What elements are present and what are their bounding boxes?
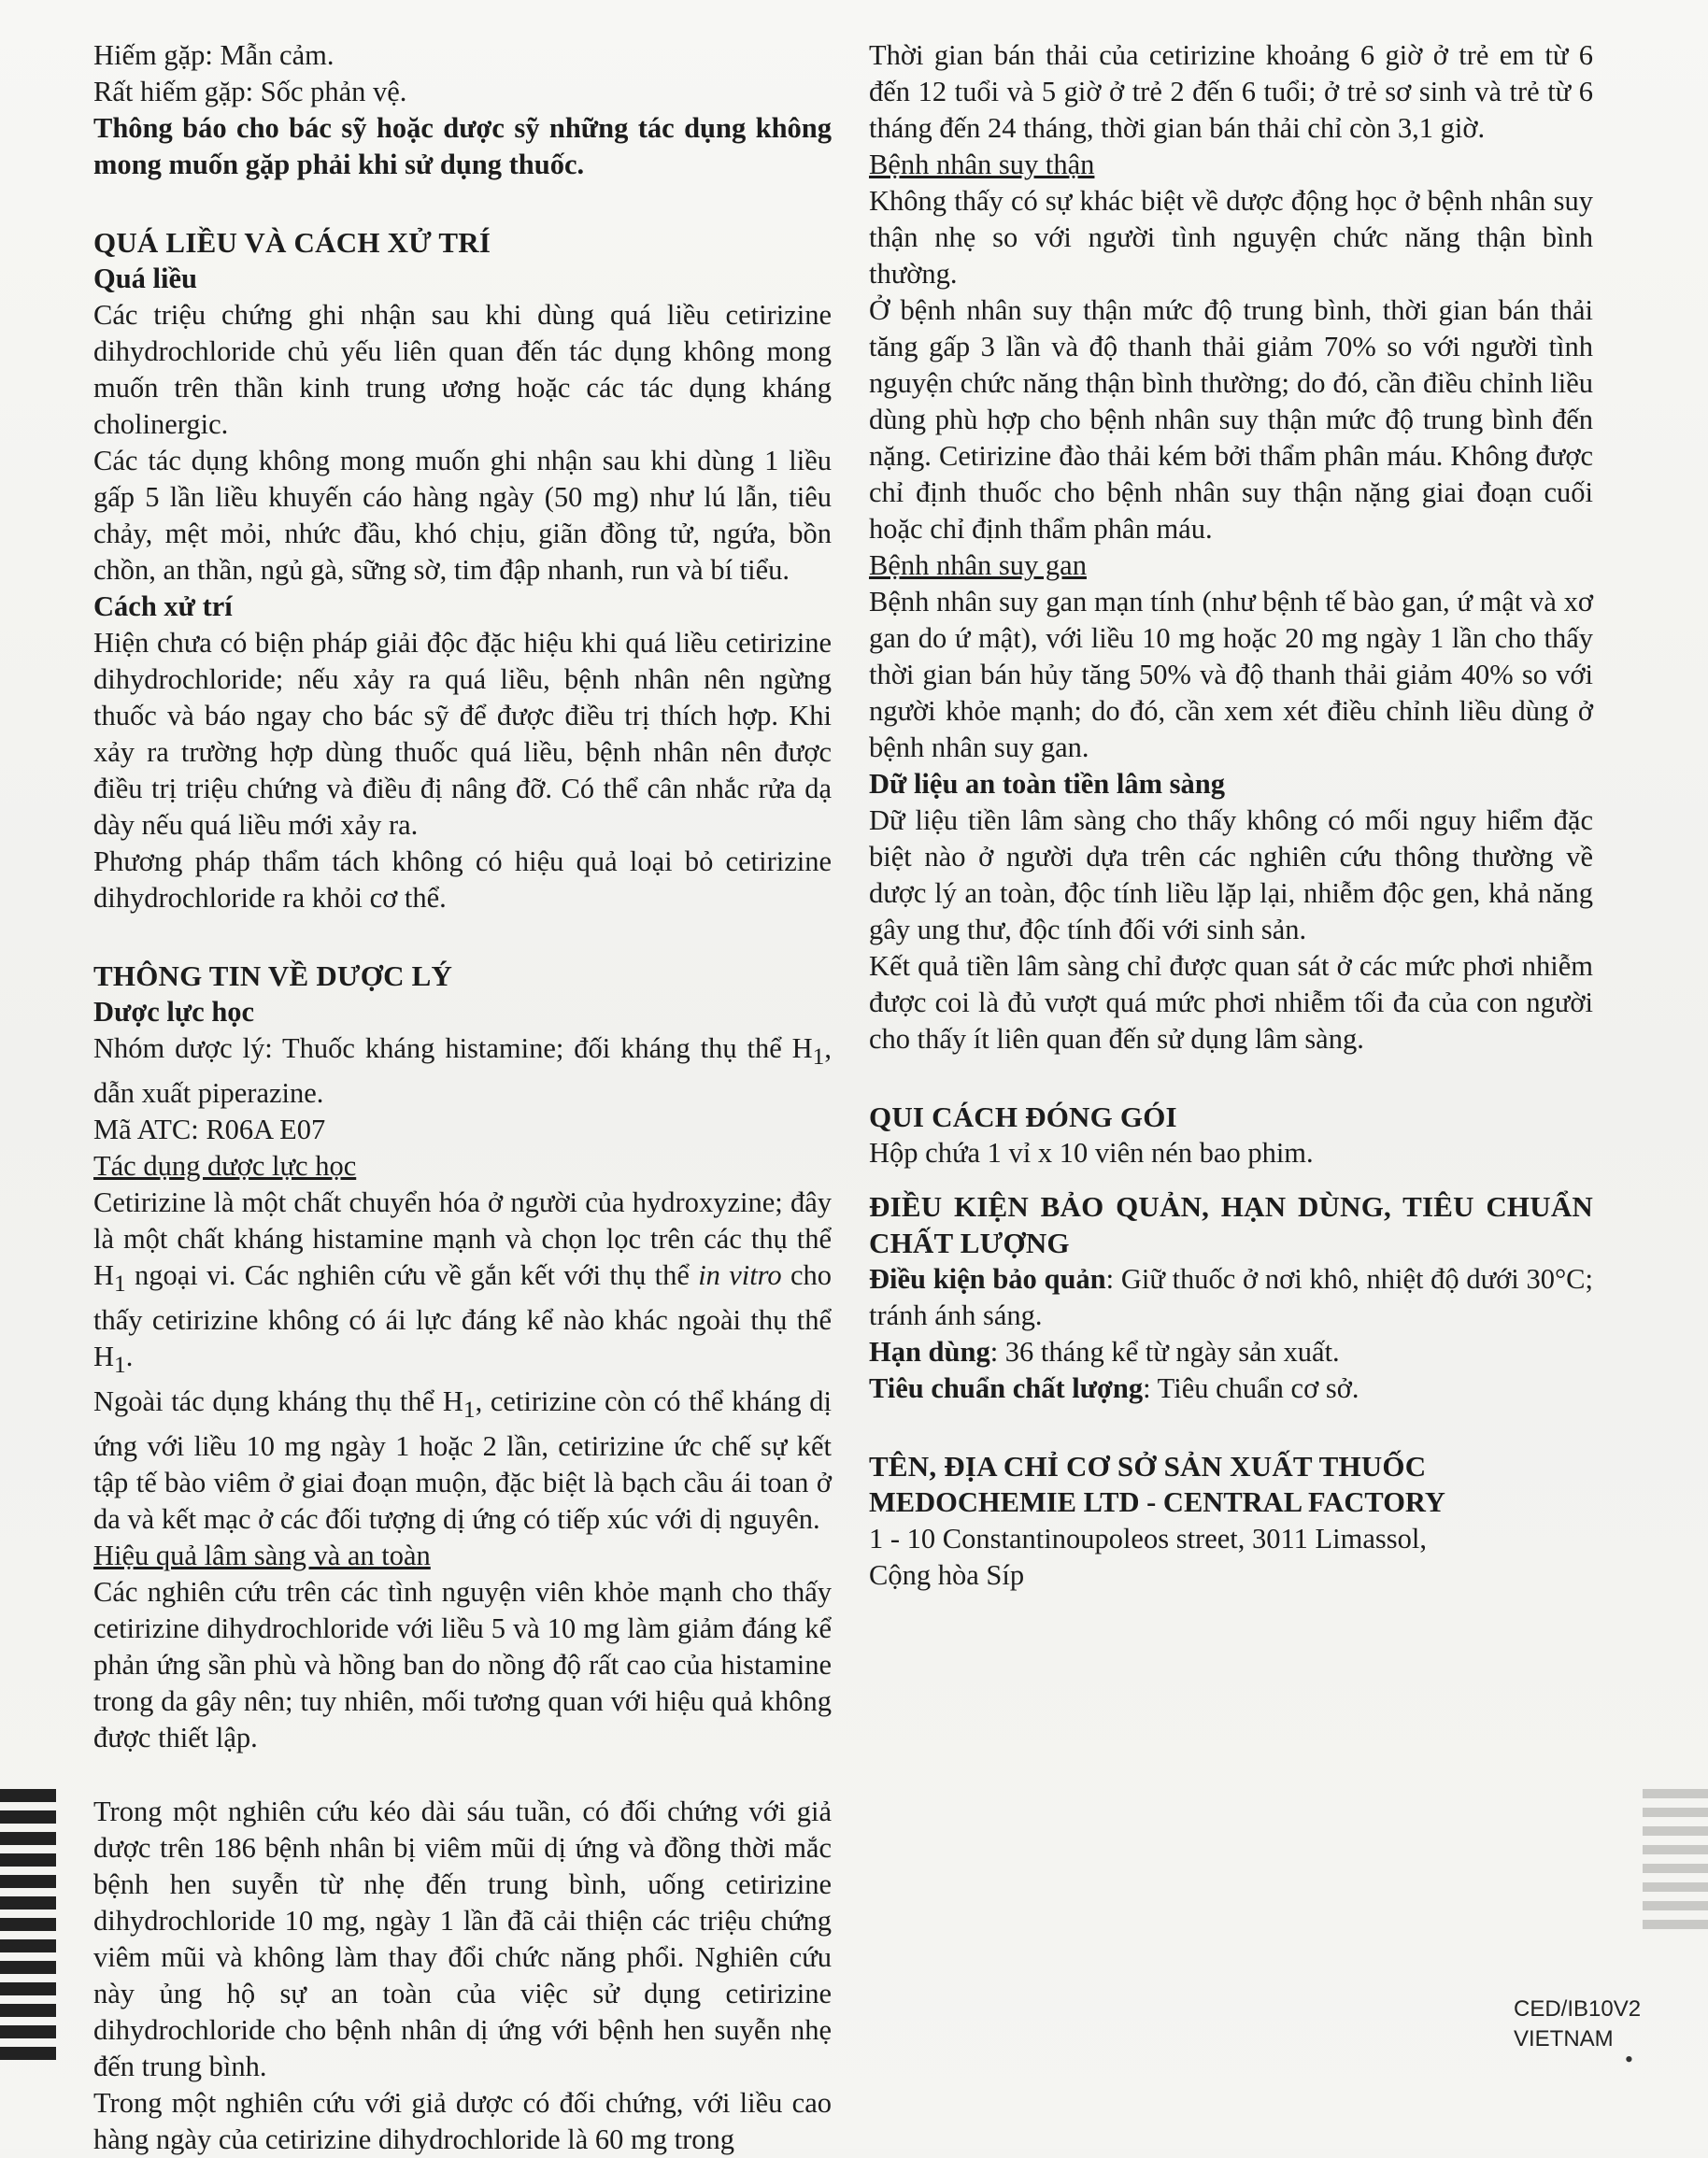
clinical-para-3: Trong một nghiên cứu với giả dược có đối chứng, với liều cao hàng ngày của cetirizine dihydrochloride là 60 mg trong <box>93 2087 832 2156</box>
clinical-subheading: Hiệu quả lâm sàng và an toàn <box>93 1540 431 1572</box>
clinical-para-2: Trong một nghiên cứu kéo dài sáu tuần, có đối chứng với giả dược trên 186 bệnh nhân bị viêm mũi dị ứng và đồng thời mắc bệnh hen suyễn từ nhẹ đến trung bình, uống cetirizine dihydrochloride 10 mg, ngày 1 lần đã cải thiện các triệu chứng viêm mũi và không làm thay đổi chức năng phổi. Nghiên cứu này ủng hộ sự an toàn của việc sử dụng cetirizine dihydrochloride cho bệnh nhân dị ứng với bệnh hen suyễn nhẹ đến trung bình. <box>93 1796 832 2083</box>
document-country: VIETNAM <box>1514 2026 1614 2052</box>
manufacturer-address-line-2: Cộng hòa Síp <box>869 1559 1025 1591</box>
document-code-block <box>1514 1995 1641 2054</box>
hepatic-para: Bệnh nhân suy gan mạn tính (như bệnh tế bào gan, ứ mật và xơ gan do ứ mật), với liều 10 mg hoặc 20 mg ngày 1 lần cho thấy thời gian bán hủy tăng 50% và độ thanh thải giảm 40% so với người khỏe mạnh; do đó, cần xem xét điều chỉnh liều dùng ở bệnh nhân suy gan. <box>869 586 1593 763</box>
side-effect-very-rare: Rất hiếm gặp: Sốc phản vệ. <box>93 76 407 107</box>
storage-heading: ĐIỀU KIỆN BẢO QUẢN, HẠN DÙNG, TIÊU CHUẨN CHẤT LƯỢNG <box>869 1190 1593 1259</box>
dot-mark: • <box>1624 2046 1633 2073</box>
preclinical-para-1: Dữ liệu tiền lâm sàng cho thấy không có mối nguy hiểm đặc biệt nào ở người dựa trên các nghiên cứu thông thường về dược lý an toàn, độc tính liều lặp lại, nhiễm độc gen, khả năng gây ung thư, độc tính đối với sinh sản. <box>869 804 1593 945</box>
right-edge-marks <box>1643 1789 1708 1938</box>
half-life-children: Thời gian bán thải của cetirizine khoảng 6 giờ ở trẻ em từ 6 đến 12 tuổi và 5 giờ ở trẻ 2 đến 6 tuổi; ở trẻ sơ sinh và trẻ từ 6 tháng đến 24 tháng, thời gian bán thải chỉ còn 3,1 giờ. <box>869 39 1593 144</box>
treatment-subheading: Cách xử trí <box>93 590 233 622</box>
pd-effect-para-1: Cetirizine là một chất chuyển hóa ở người của hydroxyzine; đây là một chất kháng histamine mạnh và chọn lọc trên các thụ thể $H_1$ ngoại vi. Các nghiên cứu về gắn kết với thụ thể in vitro cho thấy cetirizine không có ái lực đáng kể nào khác ngoài thụ thể $H_1$. <box>93 1186 832 1379</box>
storage-condition: Điều kiện bảo quản: Giữ thuốc ở nơi khô, nhiệt độ dưới 30°C; tránh ánh sáng. <box>869 1263 1593 1331</box>
manufacturer-name: MEDOCHEMIE LTD - CENTRAL FACTORY <box>869 1486 1445 1518</box>
manufacturer-address-line-1: 1 - 10 Constantinoupoleos street, 3011 Limassol, <box>869 1523 1427 1555</box>
atc-code: Mã ATC: R06A E07 <box>93 1114 326 1146</box>
overdose-heading: QUÁ LIỀU VÀ CÁCH XỬ TRÍ <box>93 226 491 259</box>
renal-para-2: Ở bệnh nhân suy thận mức độ trung bình, thời gian bán thải tăng gấp 3 lần và độ thanh thải giảm 70% so với người tình nguyện chức năng thận bình thường; do đó, cần điều chỉnh liều dùng phù hợp cho bệnh nhân suy thận mức độ trung bình đến nặng. Cetirizine đào thải kém bởi thẩm phân máu. Không được chỉ định thuốc cho bệnh nhân suy thận nặng giai đoạn cuối hoặc chỉ định thẩm phân máu. <box>869 294 1593 545</box>
preclinical-subheading: Dữ liệu an toàn tiền lâm sàng <box>869 768 1225 800</box>
expiry: Hạn dùng: 36 tháng kể từ ngày sản xuất. <box>869 1336 1340 1368</box>
packaging-heading: QUI CÁCH ĐÓNG GÓI <box>869 1100 1177 1133</box>
overdose-para-2: Các tác dụng không mong muốn ghi nhận sau khi dùng 1 liều gấp 5 lần liều khuyến cáo hàng ngày (50 mg) như lú lẫn, tiêu chảy, mệt mỏi, nhức đầu, khó chịu, giãn đồng tử, ngứa, bồn chồn, an thần, ngủ gà, sững sờ, tim đập nhanh, run và bí tiểu. <box>93 445 832 586</box>
side-effect-rare: Hiếm gặp: Mẫn cảm. <box>93 39 334 71</box>
packaging-text: Hộp chứa 1 vỉ x 10 viên nén bao phim. <box>869 1137 1314 1169</box>
overdose-subheading: Quá liều <box>93 263 198 294</box>
renal-subheading: Bệnh nhân suy thận <box>869 149 1095 180</box>
manufacturer-heading: TÊN, ĐỊA CHỈ CƠ SỞ SẢN XUẤT THUỐC <box>869 1450 1427 1483</box>
right-column <box>869 37 1593 1594</box>
hepatic-subheading: Bệnh nhân suy gan <box>869 549 1087 581</box>
quality-standard: Tiêu chuẩn chất lượng: Tiêu chuẩn cơ sở. <box>869 1372 1359 1404</box>
preclinical-para-2: Kết quả tiền lâm sàng chỉ được quan sát ở các mức phơi nhiễm được coi là đủ vượt quá mức phơi nhiễm tối đa của con người cho thấy ít liên quan đến sử dụng lâm sàng. <box>869 950 1593 1055</box>
pharmacology-heading: THÔNG TIN VỀ DƯỢC LÝ <box>93 959 453 992</box>
pharmacologic-group: Nhóm dược lý: Thuốc kháng histamine; đối kháng thụ thể $H_1$, dẫn xuất piperazine. <box>93 1032 832 1110</box>
pd-effect-para-2: Ngoài tác dụng kháng thụ thể $H_1$, cetirizine còn có thể kháng dị ứng với liều 10 mg ngày 1 hoặc 2 lần, cetirizine ức chế sự kết tập tế bào viêm ở giai đoạn muộn, đặc biệt là bạch cầu ái toan ở da và kết mạc ở các đối tượng dị ứng có tiếp xúc với dị nguyên. <box>93 1385 832 1536</box>
left-edge-barcode <box>0 1789 56 2068</box>
document-code: CED/IB10V2 <box>1514 1996 1642 2022</box>
report-notice: Thông báo cho bác sỹ hoặc dược sỹ những tác dụng không mong muốn gặp phải khi sử dụng thuốc. <box>93 112 832 180</box>
treatment-para-1: Hiện chưa có biện pháp giải độc đặc hiệu khi quá liều cetirizine dihydrochloride; nếu xảy ra quá liều, bệnh nhân nên ngừng thuốc và báo ngay cho bác sỹ để được điều trị thích hợp. Khi xảy ra trường hợp dùng thuốc quá liều, bệnh nhân nên được điều trị triệu chứng và điều đị nâng đỡ. Có thể cân nhắc rửa dạ dày nếu quá liều mới xảy ra. <box>93 627 832 841</box>
treatment-para-2: Phương pháp thẩm tách không có hiệu quả loại bỏ cetirizine dihydrochloride ra khỏi cơ thể. <box>93 845 832 914</box>
left-column <box>93 37 832 2158</box>
clinical-para-1: Các nghiên cứu trên các tình nguyện viên khỏe mạnh cho thấy cetirizine dihydrochloride với liều 5 và 10 mg làm giảm đáng kể phản ứng sần phù và hồng ban do nồng độ rất cao của histamine trong da gây nên; tuy nhiên, mối tương quan với hiệu quả không được thiết lập. <box>93 1576 832 1754</box>
overdose-para-1: Các triệu chứng ghi nhận sau khi dùng quá liều cetirizine dihydrochloride chủ yếu liên quan đến tác dụng không mong muốn trên thần kinh trung ương hoặc các tác dụng kháng cholinergic. <box>93 299 832 440</box>
renal-para-1: Không thấy có sự khác biệt về dược động học ở bệnh nhân suy thận nhẹ so với người tình nguyện chức năng thận bình thường. <box>869 185 1593 290</box>
pd-effect-subheading: Tác dụng dược lực học <box>93 1150 357 1183</box>
pharmacodynamics-subheading: Dược lực học <box>93 996 255 1028</box>
